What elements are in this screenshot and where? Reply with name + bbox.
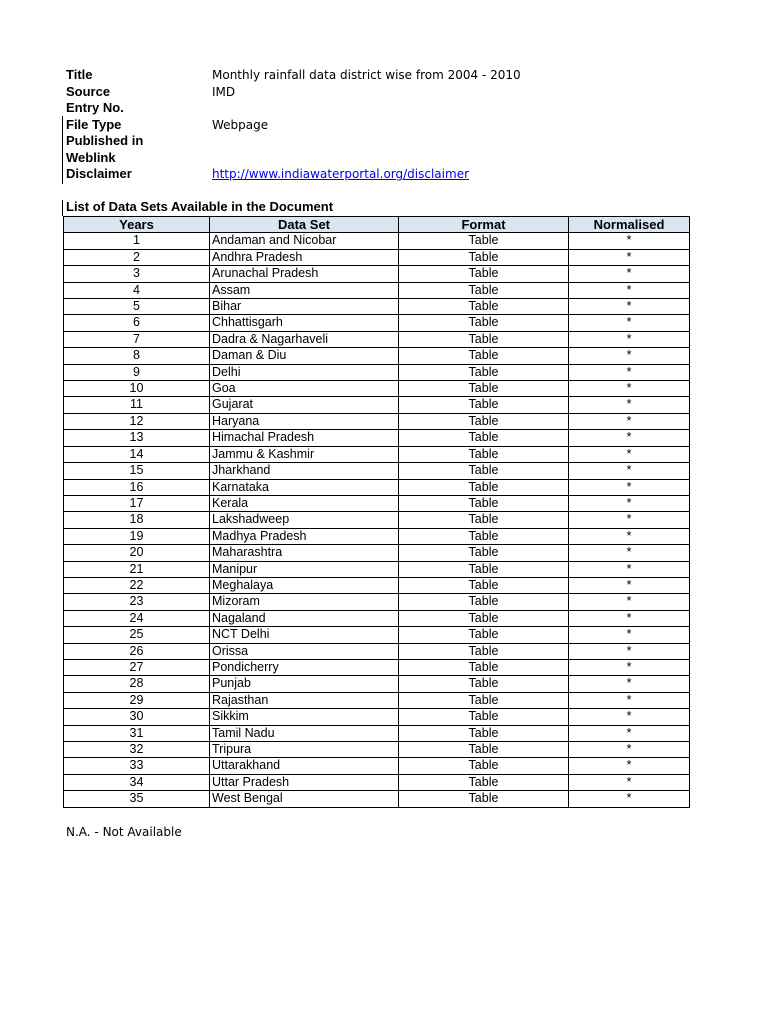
row-years-cell: 5 xyxy=(64,299,210,315)
disclaimer-link[interactable]: http://www.indiawaterportal.org/disclaimer xyxy=(212,167,470,181)
row-format-cell: Table xyxy=(399,627,569,643)
row-format-cell: Table xyxy=(399,315,569,331)
table-row xyxy=(64,479,690,495)
row-normalised-cell: * xyxy=(569,495,690,511)
row-format-cell: Table xyxy=(399,282,569,298)
row-dataset-cell: Rajasthan xyxy=(210,692,399,708)
table-row xyxy=(64,397,690,413)
row-normalised-cell: * xyxy=(569,742,690,758)
row-years-cell: 24 xyxy=(64,610,210,626)
row-normalised-cell: * xyxy=(569,774,690,790)
row-format-cell: Table xyxy=(399,610,569,626)
row-years-cell: 2 xyxy=(64,249,210,265)
row-years-cell: 12 xyxy=(64,413,210,429)
row-years-cell: 33 xyxy=(64,758,210,774)
table-row xyxy=(64,561,690,577)
row-format-cell: Table xyxy=(399,331,569,347)
row-years-cell: 18 xyxy=(64,512,210,528)
row-years-cell: 35 xyxy=(64,791,210,807)
row-dataset-cell: Pondicherry xyxy=(210,659,399,675)
row-dataset-cell: Kerala xyxy=(210,495,399,511)
table-row xyxy=(64,725,690,741)
row-years-cell: 23 xyxy=(64,594,210,610)
table-row xyxy=(64,742,690,758)
table-header-row xyxy=(64,217,690,233)
metadata-border xyxy=(62,116,63,184)
section-title-border xyxy=(62,200,63,216)
table-row xyxy=(64,233,690,249)
row-dataset-cell: Meghalaya xyxy=(210,577,399,593)
row-dataset-cell: Andaman and Nicobar xyxy=(210,233,399,249)
row-dataset-cell: Manipur xyxy=(210,561,399,577)
row-format-cell: Table xyxy=(399,643,569,659)
row-dataset-cell: Karnataka xyxy=(210,479,399,495)
row-years-cell: 1 xyxy=(64,233,210,249)
row-format-cell: Table xyxy=(399,381,569,397)
row-format-cell: Table xyxy=(399,495,569,511)
row-format-cell: Table xyxy=(399,348,569,364)
row-years-cell: 6 xyxy=(64,315,210,331)
table-row xyxy=(64,594,690,610)
row-normalised-cell: * xyxy=(569,331,690,347)
row-format-cell: Table xyxy=(399,413,569,429)
row-normalised-cell: * xyxy=(569,791,690,807)
row-normalised-cell: * xyxy=(569,233,690,249)
row-normalised-cell: * xyxy=(569,266,690,282)
title-value: Monthly rainfall data district wise from 2004 - 2010 xyxy=(212,68,521,82)
row-normalised-cell: * xyxy=(569,249,690,265)
row-years-cell: 28 xyxy=(64,676,210,692)
row-dataset-cell: Maharashtra xyxy=(210,545,399,561)
row-normalised-cell: * xyxy=(569,709,690,725)
row-format-cell: Table xyxy=(399,512,569,528)
table-row xyxy=(64,430,690,446)
row-dataset-cell: Jammu & Kashmir xyxy=(210,446,399,462)
row-normalised-cell: * xyxy=(569,348,690,364)
row-dataset-cell: Goa xyxy=(210,381,399,397)
table-row xyxy=(64,315,690,331)
row-dataset-cell: Chhattisgarh xyxy=(210,315,399,331)
table-row xyxy=(64,758,690,774)
row-normalised-cell: * xyxy=(569,528,690,544)
row-years-cell: 34 xyxy=(64,774,210,790)
table-body xyxy=(64,233,690,807)
row-dataset-cell: Haryana xyxy=(210,413,399,429)
row-dataset-cell: Andhra Pradesh xyxy=(210,249,399,265)
header-years: Years xyxy=(64,217,210,233)
row-years-cell: 4 xyxy=(64,282,210,298)
table-row xyxy=(64,577,690,593)
row-format-cell: Table xyxy=(399,594,569,610)
table-row xyxy=(64,545,690,561)
source-label: Source xyxy=(66,83,111,99)
row-normalised-cell: * xyxy=(569,446,690,462)
row-years-cell: 25 xyxy=(64,627,210,643)
datasets-table xyxy=(63,216,690,808)
row-format-cell: Table xyxy=(399,774,569,790)
row-normalised-cell: * xyxy=(569,413,690,429)
footer-note: N.A. - Not Available xyxy=(66,825,182,839)
row-normalised-cell: * xyxy=(569,512,690,528)
row-dataset-cell: Jharkhand xyxy=(210,463,399,479)
row-normalised-cell: * xyxy=(569,676,690,692)
row-normalised-cell: * xyxy=(569,381,690,397)
row-normalised-cell: * xyxy=(569,463,690,479)
filetype-row xyxy=(66,117,706,134)
row-dataset-cell: Tripura xyxy=(210,742,399,758)
row-years-cell: 14 xyxy=(64,446,210,462)
row-format-cell: Table xyxy=(399,479,569,495)
row-dataset-cell: Lakshadweep xyxy=(210,512,399,528)
row-normalised-cell: * xyxy=(569,545,690,561)
row-format-cell: Table xyxy=(399,709,569,725)
table-row xyxy=(64,791,690,807)
row-dataset-cell: Sikkim xyxy=(210,709,399,725)
table-row xyxy=(64,627,690,643)
row-dataset-cell: Arunachal Pradesh xyxy=(210,266,399,282)
row-years-cell: 8 xyxy=(64,348,210,364)
row-years-cell: 30 xyxy=(64,709,210,725)
metadata-block xyxy=(66,67,706,183)
row-years-cell: 26 xyxy=(64,643,210,659)
filetype-label: File Type xyxy=(66,116,122,132)
section-title: List of Data Sets Available in the Document xyxy=(66,199,334,214)
table-row xyxy=(64,331,690,347)
table-row xyxy=(64,413,690,429)
row-format-cell: Table xyxy=(399,692,569,708)
row-dataset-cell: NCT Delhi xyxy=(210,627,399,643)
row-format-cell: Table xyxy=(399,659,569,675)
row-format-cell: Table xyxy=(399,791,569,807)
row-format-cell: Table xyxy=(399,266,569,282)
table-row xyxy=(64,528,690,544)
row-dataset-cell: Gujarat xyxy=(210,397,399,413)
row-years-cell: 7 xyxy=(64,331,210,347)
row-years-cell: 32 xyxy=(64,742,210,758)
row-normalised-cell: * xyxy=(569,315,690,331)
table-row xyxy=(64,692,690,708)
row-format-cell: Table xyxy=(399,463,569,479)
row-dataset-cell: Dadra & Nagarhaveli xyxy=(210,331,399,347)
row-format-cell: Table xyxy=(399,397,569,413)
published-row xyxy=(66,133,706,150)
row-normalised-cell: * xyxy=(569,364,690,380)
table-row xyxy=(64,643,690,659)
table-row xyxy=(64,282,690,298)
disclaimer-row xyxy=(66,166,706,183)
row-format-cell: Table xyxy=(399,561,569,577)
header-format: Format xyxy=(399,217,569,233)
table-row xyxy=(64,249,690,265)
row-format-cell: Table xyxy=(399,233,569,249)
row-dataset-cell: Madhya Pradesh xyxy=(210,528,399,544)
row-format-cell: Table xyxy=(399,577,569,593)
row-format-cell: Table xyxy=(399,249,569,265)
row-years-cell: 29 xyxy=(64,692,210,708)
row-years-cell: 15 xyxy=(64,463,210,479)
table-row xyxy=(64,266,690,282)
table-row xyxy=(64,446,690,462)
row-dataset-cell: Uttar Pradesh xyxy=(210,774,399,790)
table-row xyxy=(64,774,690,790)
table-row xyxy=(64,610,690,626)
table-row xyxy=(64,676,690,692)
row-years-cell: 16 xyxy=(64,479,210,495)
row-dataset-cell: West Bengal xyxy=(210,791,399,807)
row-normalised-cell: * xyxy=(569,725,690,741)
row-normalised-cell: * xyxy=(569,282,690,298)
row-dataset-cell: Delhi xyxy=(210,364,399,380)
row-normalised-cell: * xyxy=(569,577,690,593)
row-normalised-cell: * xyxy=(569,610,690,626)
table-row xyxy=(64,463,690,479)
row-years-cell: 21 xyxy=(64,561,210,577)
row-normalised-cell: * xyxy=(569,659,690,675)
row-dataset-cell: Uttarakhand xyxy=(210,758,399,774)
title-label: Title xyxy=(66,67,93,82)
row-dataset-cell: Himachal Pradesh xyxy=(210,430,399,446)
title-row xyxy=(66,67,706,84)
header-data-set: Data Set xyxy=(210,217,399,233)
row-years-cell: 22 xyxy=(64,577,210,593)
row-years-cell: 19 xyxy=(64,528,210,544)
row-format-cell: Table xyxy=(399,528,569,544)
row-format-cell: Table xyxy=(399,430,569,446)
source-row xyxy=(66,84,706,101)
entry-row xyxy=(66,100,706,117)
header-normalised: Normalised xyxy=(569,217,690,233)
table-row xyxy=(64,364,690,380)
weblink-row xyxy=(66,150,706,167)
row-normalised-cell: * xyxy=(569,299,690,315)
table-row xyxy=(64,299,690,315)
source-value: IMD xyxy=(212,84,236,99)
published-label: Published in xyxy=(66,133,144,148)
weblink-label: Weblink xyxy=(66,149,116,165)
row-dataset-cell: Punjab xyxy=(210,676,399,692)
row-format-cell: Table xyxy=(399,545,569,561)
row-dataset-cell: Tamil Nadu xyxy=(210,725,399,741)
table-row xyxy=(64,381,690,397)
table-row xyxy=(64,495,690,511)
disclaimer-label: Disclaimer xyxy=(66,166,132,181)
row-format-cell: Table xyxy=(399,676,569,692)
filetype-value: Webpage xyxy=(212,117,269,132)
row-years-cell: 20 xyxy=(64,545,210,561)
row-years-cell: 10 xyxy=(64,381,210,397)
row-format-cell: Table xyxy=(399,299,569,315)
row-format-cell: Table xyxy=(399,758,569,774)
table-row xyxy=(64,659,690,675)
row-years-cell: 31 xyxy=(64,725,210,741)
row-normalised-cell: * xyxy=(569,561,690,577)
row-normalised-cell: * xyxy=(569,758,690,774)
row-years-cell: 13 xyxy=(64,430,210,446)
row-normalised-cell: * xyxy=(569,397,690,413)
row-years-cell: 17 xyxy=(64,495,210,511)
row-dataset-cell: Nagaland xyxy=(210,610,399,626)
row-normalised-cell: * xyxy=(569,627,690,643)
row-normalised-cell: * xyxy=(569,643,690,659)
row-format-cell: Table xyxy=(399,742,569,758)
entry-label: Entry No. xyxy=(66,100,124,115)
row-format-cell: Table xyxy=(399,725,569,741)
row-format-cell: Table xyxy=(399,364,569,380)
row-normalised-cell: * xyxy=(569,479,690,495)
row-years-cell: 3 xyxy=(64,266,210,282)
table-row xyxy=(64,512,690,528)
row-normalised-cell: * xyxy=(569,430,690,446)
row-years-cell: 11 xyxy=(64,397,210,413)
row-dataset-cell: Mizoram xyxy=(210,594,399,610)
row-normalised-cell: * xyxy=(569,692,690,708)
row-normalised-cell: * xyxy=(569,594,690,610)
row-dataset-cell: Daman & Diu xyxy=(210,348,399,364)
table-row xyxy=(64,348,690,364)
row-years-cell: 9 xyxy=(64,364,210,380)
row-dataset-cell: Bihar xyxy=(210,299,399,315)
row-dataset-cell: Assam xyxy=(210,282,399,298)
table-row xyxy=(64,709,690,725)
row-years-cell: 27 xyxy=(64,659,210,675)
row-dataset-cell: Orissa xyxy=(210,643,399,659)
row-format-cell: Table xyxy=(399,446,569,462)
